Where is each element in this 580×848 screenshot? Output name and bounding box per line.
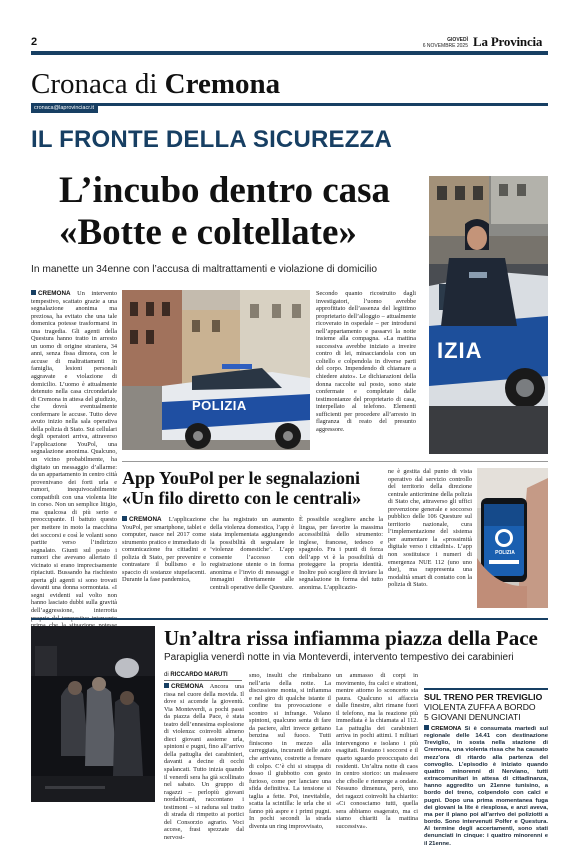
sidebar-title-line2: VIOLENTA ZUFFA A BORDO [424,702,536,712]
bullet-square [122,516,127,521]
section-title [31,68,280,100]
main-headline-line2: «Botte e coltellate» [59,212,357,253]
sidebar-title-line3: 5 GIOVANI DENUNCIATI [424,712,521,722]
dateline: CREMONA [431,726,462,732]
page-number: 2 [31,36,38,48]
rissa-col1 [164,683,244,841]
dateline: CREMONA [129,516,162,523]
sidebar-body: Si è consumata martedì sul regionale delle 14.41 con destinazione Treviglio, in sosta nella stazione di Cremona, una violenta rissa che ha causato mezz’ora di ritardo alla partenza del convoglio. L’episodio è iniziato quando quattro minorenni di Nerviano, tutti extracomunitari in attesa di cittadinanza, hanno aggredito un 21enne tunisino, a bordo del treno, colpendolo con calci e pugni. Dopo una prima momentanea fuga dei giovani la lite è riesplosa, e anzi aveva, ma per il piano poi all’arrivo dei poliziotti a bordo. Sono intervenuti Polfer e Questura. Al termine degli accertamenti, sono stati denunciati in cinque: i quattro minorenni e il 21enne. [424,726,548,847]
byline-author: RICCARDO MARUTI [170,672,228,678]
rissa-subhead: Parapiglia venerdì notte in via Monteverdi, intervento tempestivo dei carabinieri [164,652,514,663]
byline-prefix: di [164,672,169,678]
masthead-logo: La Provincia [473,34,543,49]
bullet-square [31,290,36,295]
main-story-col1 [31,290,117,614]
byline-rule [164,680,242,681]
youpol-col4: ne è gestita dal punto di vista operativo dal servizio controllo del territorio della direzione centrale anticrimine della polizia di Stato che, attraverso gli uffici prevenzione generale e soccorso pubblico delle 106 Questure sul territorio nazionale, cura l’implementazione del sistema per aumentare la «prossimità digitale verso i cittadini». L’app non sostituisce i numeri di emergenza NUE 112 (uno uno due), ma rappresenta una modalità smart di contatto con la polizia di Stato. [388,468,472,589]
youpol-phone-photo [477,468,548,608]
section-city: Cremona [164,68,281,100]
bullet-square [164,683,169,688]
youpol-headline-line2: «Un filo diretto con le centrali» [122,488,362,508]
police-officer-photo [429,176,548,454]
date-day: GIOVEDÌ [447,37,468,43]
rissa-text-1: Ancora una rissa nel cuore della movida. Il dove si accende la gioventù. Via Monteverdi, a pochi passi da piazza della Pace, è stata teatro dell’ennesima esplosione di violenza: coinvolti almeno dieci giovani assieme urla, spintoni e pugni, fino all’arrivo della pattuglia dei carabinieri, davanti a decine di occhi spalancati. Tutto inizia quando il venerdì sera ha già scollinato nel sabato. Un gruppo di ragazzi – perlopiù giovani nordafricani, raccontano i testimoni – si raduna sul tratto di strada di rimpetto ai portici del Consorzio agrario. Voci accese, frasi spezzate dal nervosi- [164,683,244,841]
rissa-rule-top [31,618,548,620]
youpol-col2: che ha registrato un aumento della violenza domestica, l’app è stata implementata aggiungendo la possibilità di segnalare le ‘violenze domestiche’. L’app consente l’accesso con registrazione utente o in forma anonima e l’invio di messaggi e immagini direttamente alle centrali operative delle Questure. [210,516,294,591]
youpol-text-1: L’applicazione YouPol, per smartphone, tablet e computer, nasce nel 2017 come strumento pratico e immediato di comunicazione fra cittadini e polizia di Stato, per prevenire e contrastare il bullismo e lo spaccio di sostanze stupefacenti. Durante la fase pandemica, [122,516,206,584]
youpol-col3: È possibile scegliere anche la lingua, per favorire la massima accessibilità dello strumento: inglese, francese, tedesco e spagnolo. Fra i punti di forza dell’app vi è la possibilità di proteggere la propria identità. Inoltre può scegliere di inviare la segnalazione in forma del tutto anonima. L’applicazio- [299,516,383,591]
police-car-photo [122,290,310,450]
main-headline-line1: L’incubo dentro casa [59,170,391,211]
main-story-col2: Secondo quanto ricostruito dagli investigatori, l’uomo avrebbe approfittato dell’assenza del legittimo proprietario dell’alloggio – attualmente ricoverato in ospedale – per introdursi nell’appartamento e passarvi la notte insieme alla compagna. «La mattina successiva avrebbe iniziato a inveire contro di lei, minacciandola con un coltello e colpendola in diverse parti del corpo. Impendendo di chiamare a chiedere aiuto». Le dichiarazioni della donna raccolte sul posto, sono state confermate e completate dalle testimonianze del proprietario di casa, interpellato al telefono. Elementi sufficienti per procedere all’arresto in flagranza di reato del presunto aggressore. [316,290,416,433]
rissa-col2: smo, insulti che rimbalzano nell’aria della notte. La discussione monta, si infiamma e nel giro di qualche istante il confine tra provocazione e scontro si infrange. Volano spintoni, qualcuno senta di fare da paciere, altri invece gettano benzina sul fuoco. Tutti finiscono in mezzo alla carreggiata, incuranti delle auto che arrivano, costrette a frenare di colpo. C’è chi si strappa di dosso il giubbotto con gesto furioso, come per lanciare una sfida definitiva. La tensione si taglia a fette. Poi, inevitabile, scatta la scintilla: le urla che si fanno più aspre e i primi pugni. In pochi secondi la strada diventa un ring improvvisato, [249,672,331,830]
phone-app-label: POLIZIA [495,550,515,556]
police-car-lettering: IZIA [437,338,483,363]
sidebar-box [424,688,548,847]
section-email[interactable]: cronaca@laprovinciacr.it [31,104,98,113]
rissa-night-photo [31,626,155,802]
sidebar-text [424,725,548,847]
youpol-rule [122,461,548,462]
main-headline [59,170,419,254]
youpol-headline-line1: App YouPol per le segnalazioni [122,468,361,488]
rissa-col3: un ammasso di corpi in movimento, fra calci e strattoni, mentre attorno lo sconcerto sta paura. Qualcuno si affaccia dalle finestre, altri rimane fuori il telefono, ma la reazione più immediata è la chiamata al 112. La pattuglia dei carabinieri arriva in pochi attimi. I militari intervengono e isolano i più esagitati. Restano i soccorsi e il quarto sguardo preoccupato dei residenti. Un’altra notte di caos in centro storico: un malessere che cibolle e riemerge a ondate. Nessuno dimenura, però, uno dei ragazzi coinvolti ha chiarito: «Ci conosciamo tutti, quella sera abbiamo esagerato, ma ci siamo chiariti la mattina successiva». [336,672,418,830]
section-rule [31,103,548,106]
dateline: CREMONA [38,290,71,297]
main-story-text-1: Un intervento tempestivo, scattato grazie a una segnalazione anonima ma preziosa, ha evitato che una tale domenica potesse trasformarsi in una tragedia. Gli agenti della Questura hanno tratto in arresto un uomo di origine straniera, 34 anni, senza fissa dimora, con le accuse di maltrattamenti in famiglia, lesioni personali aggravate e violazione di domicilio. L’uomo è attualmente detenuto nella casa circondariale di Cremona in attesa del giudizio, che dovrà eventualmente confermare le accuse. Tutto deve avuto inizio nella sala operativa della polizia di Stato. Sui cellulari degli operatori arriva, attraverso l’applicazione YouPol, una segnalazione anonima. Qualcuno, un vicino probabilmente, ha digitato un messaggio d’allarme: da un appartamento in centro città provenivano dei forti urla e rumori, inequivocabilmente compatibili con una violenta lite in corso. Non un semplice litigio, ma qualcosa di più serio e preoccupante. Il battuto questo per mettere in moto la macchina dei soccorsi e così le volanti sono partite verso l’indirizzo segnalato. Giunti sul posto i rumori che avevano allertato il vicinato si erano imprecisamente ripiaciuti. Bussando ha rischiesto aperta gli agenti si sono trovati davanti una donna sormontata. «I segni evidenti sul volto non hanno lasciato dubbi sulla gravità dell’aggressione, interrotta [31,290,117,614]
sidebar-title [424,690,548,722]
youpol-col1 [122,516,206,608]
sidebar-title-line1: SUL TRENO PER TREVIGLIO [424,692,543,702]
main-subhead: In manette un 34enne con l’accusa di maltrattamenti e violazione di domicilio [31,264,378,275]
date-full: 6 NOVEMBRE 2025 [422,43,468,49]
rissa-byline [164,672,228,679]
bullet-square [424,725,429,730]
police-car-lettering-main: POLIZIA [192,398,247,413]
rissa-headline: Un’altra rissa infiamma piazza della Pace [164,626,538,650]
dateline: CREMONA [171,683,204,690]
section-prefix: Cronaca di [31,68,158,100]
header-rule [31,51,548,55]
date-block [392,37,468,49]
kicker: IL FRONTE DELLA SICUREZZA [31,126,392,153]
